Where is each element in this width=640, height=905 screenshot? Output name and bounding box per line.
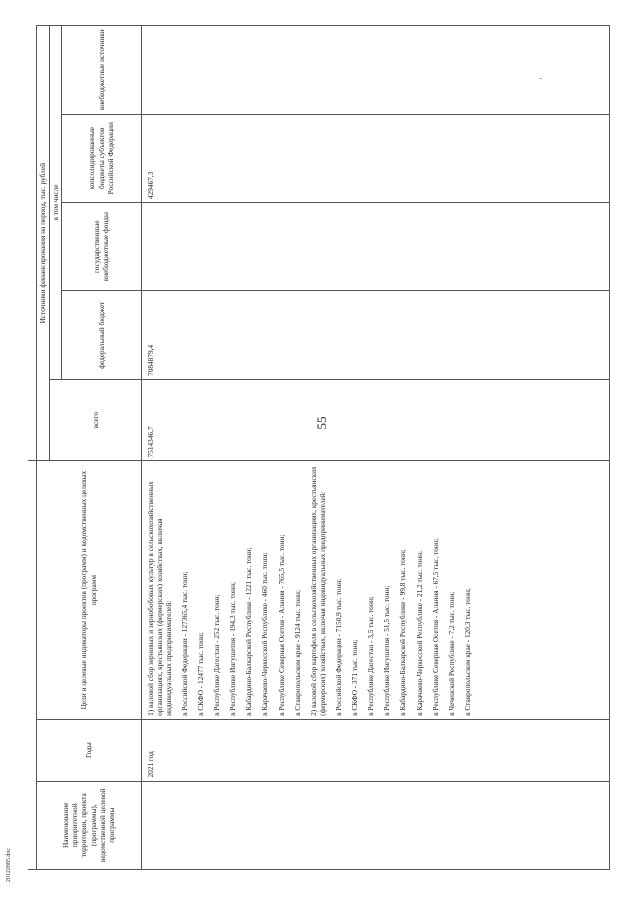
target-line: в Российской Федерации - 127365,4 тыс. тонн;: [179, 571, 189, 716]
target-line: в Ставропольском крае - 120,3 тыс. тонн;: [462, 588, 472, 716]
target-line: в Карачаево-Черкесской Республике - 460 тыс. тонн;: [260, 552, 270, 716]
cell-name: [141, 781, 609, 869]
header-name: Наименование приоритетной территории, проекта (программы), ведомственной целевой программы: [36, 781, 141, 869]
cell-total: 7514346,7: [141, 379, 609, 460]
target-line: в Кабардино-Балкарской Республике - 1221 тыс. тонн;: [244, 547, 254, 716]
header-funding-sources: Источники финансирования на период, тыс. рублей: [36, 26, 49, 461]
cell-state-funds: [141, 202, 609, 290]
target-line: в Республике Ингушетия - 194,3 тыс. тонн;: [228, 581, 238, 716]
cell-extra-budget: [141, 26, 609, 115]
cell-targets: [141, 461, 609, 719]
target-line: в Республике Ингушетия - 51,5 тыс. тонн;: [382, 585, 392, 716]
target-line: в Кабардино-Балкарской Республике - 99,8 тыс. тонн;: [398, 549, 408, 716]
header-federal: федеральный бюджет: [61, 291, 141, 379]
header-total: всего: [49, 379, 141, 460]
funding-table: [28, 25, 610, 870]
cell-year: 2021 год: [141, 719, 609, 781]
target-line: в Российской Федерации - 7150,9 тыс. тонн;: [334, 578, 344, 716]
target-line: в СКФО - 371 тыс. тонн;: [350, 639, 360, 716]
blank-corner: [28, 461, 36, 870]
header-regional: консолидированные бюджеты субъектов Российской Федерации: [61, 114, 141, 202]
file-name-label: 20122885.doc: [6, 847, 12, 883]
target-line: 2) валовой сбор картофеля в сельскохозяйственных организациях, крестьянских (фермерских) хозяйствах, включая индивидуальных предпринимателей:: [308, 466, 327, 716]
target-line: в Карачаево-Черкесской Республике - 21,2 тыс. тонн;: [414, 550, 424, 716]
header-years: Годы: [36, 719, 141, 781]
target-line: 1) валовой сбор зерновых и зернобобовых культур в сельскохозяйственных организациях, крестьянских (фермерских) хозяйствах, включая индивидуальных предпринимателей:: [145, 481, 173, 716]
page-number: 55: [314, 416, 329, 430]
header-extra-budget: внебюджетные источники: [61, 26, 141, 115]
targets-list: [146, 464, 472, 715]
target-line: в Республике Северная Осетия - Алания - 67,5 тыс. тонн;: [430, 538, 440, 716]
target-line: в Ставропольском крае - 9124 тыс. тонн;: [292, 590, 302, 716]
blank-top: [28, 26, 36, 461]
header-including: в том числе: [49, 26, 61, 380]
target-line: в СКФО - 12477 тыс. тонн;: [196, 632, 206, 716]
cell-federal: 7084879,4: [141, 291, 609, 379]
target-line: в Республике Дагестан - 252 тыс. тонн;: [212, 594, 222, 716]
target-line: в Республике Северная Осетия - Алания - 765,5 тыс. тонн;: [276, 534, 286, 716]
cell-regional: 429467,3: [141, 114, 609, 202]
funding-table-container: [28, 25, 610, 870]
target-line: в Республике Дагестан - 3,5 тыс. тонн;: [366, 596, 376, 716]
header-targets: Цели и целевые индикаторы проектов (программ) и ведомственных целевых программ: [36, 461, 141, 719]
target-line: в Чеченской Республике - 7,2 тыс. тонн;: [446, 591, 456, 716]
header-state-funds: государственные внебюджетные фонды: [61, 202, 141, 290]
